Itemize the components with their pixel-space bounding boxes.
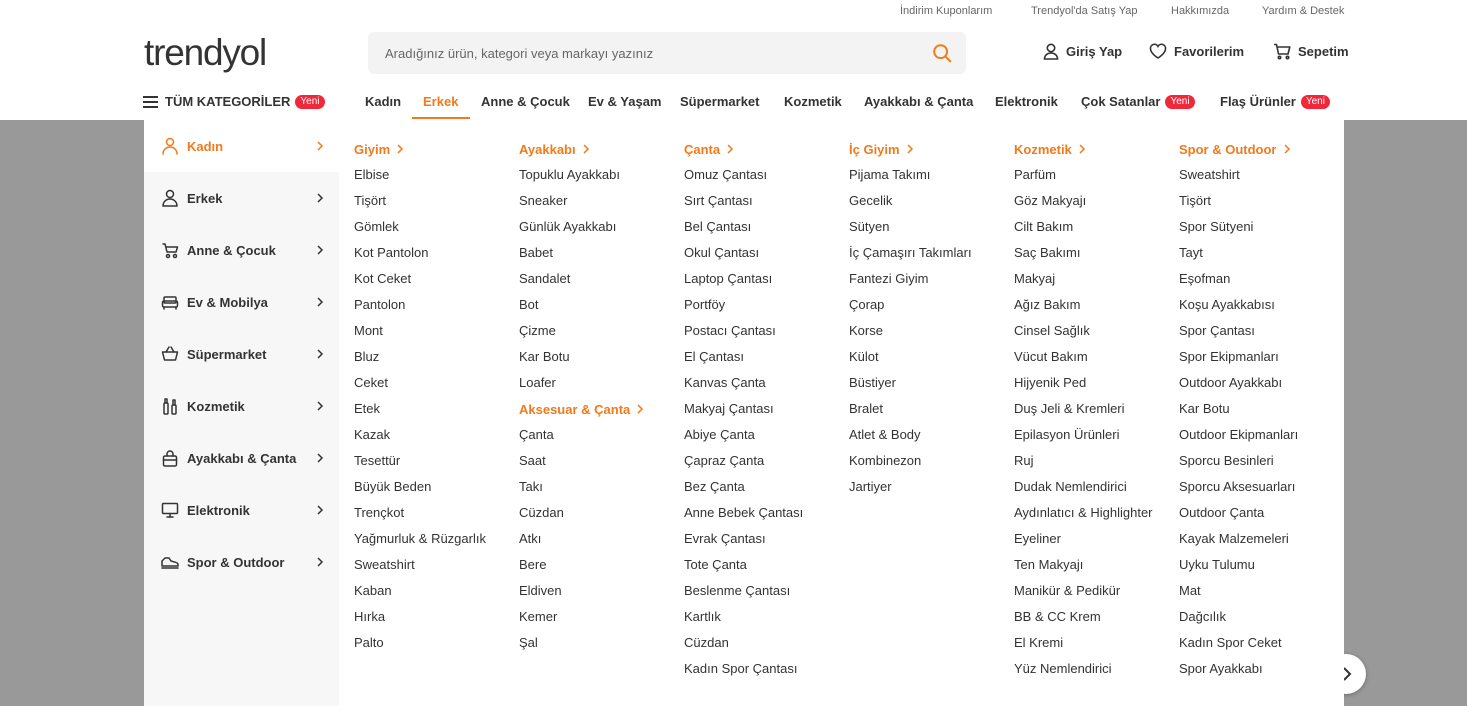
subcategory-link[interactable]: Evrak Çantası bbox=[684, 531, 766, 546]
subcategory-link[interactable]: Kartlık bbox=[684, 609, 721, 624]
subcategory-link[interactable]: Yüz Nemlendirici bbox=[1014, 661, 1112, 676]
subcategory-link[interactable]: Cüzdan bbox=[684, 635, 729, 650]
monitor-icon bbox=[161, 501, 179, 519]
nav-item-label: Kadın bbox=[365, 94, 402, 109]
subcategory-link[interactable]: Cüzdan bbox=[519, 505, 564, 520]
subcategory-link[interactable]: Parfüm bbox=[1014, 167, 1056, 182]
subcategory-link[interactable]: Kemer bbox=[519, 609, 558, 624]
subcategory-heading-label: Çanta bbox=[684, 141, 721, 157]
subcategory-column bbox=[1179, 136, 1298, 682]
subcategory-link[interactable]: Sweatshirt bbox=[354, 557, 415, 572]
subcategory-link[interactable]: Sandalet bbox=[519, 271, 571, 286]
subcategory-heading[interactable] bbox=[354, 136, 486, 162]
chevron-right-icon bbox=[314, 348, 326, 360]
subcategory-link[interactable]: Omuz Çantası bbox=[684, 167, 768, 182]
new-badge: Yeni bbox=[1301, 95, 1330, 109]
search-input[interactable] bbox=[368, 32, 908, 74]
subcategory-heading[interactable] bbox=[1014, 136, 1153, 162]
side-menu-item[interactable] bbox=[144, 484, 339, 536]
chevron-right-icon bbox=[582, 144, 590, 154]
cart-button[interactable] bbox=[1273, 43, 1349, 60]
side-menu-item[interactable] bbox=[144, 536, 339, 588]
subcategory-heading-label: Giyim bbox=[354, 141, 391, 157]
heart-icon bbox=[1149, 43, 1167, 59]
hamburger-icon bbox=[143, 95, 158, 109]
nav-item-label: Ayakkabı & Çanta bbox=[864, 94, 974, 109]
side-menu-item[interactable] bbox=[144, 432, 339, 484]
search-bar bbox=[368, 32, 966, 74]
sneaker-icon bbox=[161, 553, 179, 571]
subcategory-heading-label: Aksesuar & Çanta bbox=[519, 401, 631, 417]
chevron-right-icon bbox=[1283, 144, 1291, 154]
basket-icon bbox=[161, 345, 179, 363]
chevron-right-icon bbox=[906, 144, 914, 154]
subcategory-link[interactable]: Duş Jeli & Kremleri bbox=[1014, 401, 1125, 416]
top-link-coupons[interactable]: İndirim Kuponlarım bbox=[900, 5, 993, 17]
subcategory-link[interactable]: Spor Ayakkabı bbox=[1179, 661, 1263, 676]
subcategory-link[interactable]: Babet bbox=[519, 245, 553, 260]
subcategory-link[interactable]: Büyük Beden bbox=[354, 479, 432, 494]
chevron-right-icon bbox=[396, 144, 404, 154]
chevron-right-icon bbox=[314, 400, 326, 412]
subcategory-link[interactable]: Elbise bbox=[354, 167, 390, 182]
cart-icon bbox=[1273, 43, 1291, 60]
subcategory-link[interactable]: Uyku Tulumu bbox=[1179, 557, 1255, 572]
nav-item-cok-satanlar[interactable] bbox=[1081, 94, 1195, 109]
subcategory-link[interactable]: Sporcu Aksesuarları bbox=[1179, 479, 1296, 494]
subcategory-link[interactable]: Bez Çanta bbox=[684, 479, 745, 494]
subcategory-heading-label: İç Giyim bbox=[849, 141, 900, 157]
subcategory-link[interactable]: Çapraz Çanta bbox=[684, 453, 765, 468]
woman-icon bbox=[161, 137, 179, 155]
subcategory-heading[interactable] bbox=[1179, 136, 1298, 162]
chevron-right-icon bbox=[1078, 144, 1086, 154]
subcategory-link[interactable]: Kar Botu bbox=[1179, 401, 1230, 416]
subcategory-column bbox=[849, 136, 972, 500]
subcategory-link[interactable]: BB & CC Krem bbox=[1014, 609, 1101, 624]
top-link-help[interactable]: Yardım & Destek bbox=[1262, 5, 1345, 17]
subcategory-link[interactable]: Postacı Çantası bbox=[684, 323, 776, 338]
subcategory-link[interactable]: Tesettür bbox=[354, 453, 401, 468]
side-menu-label: Ev & Mobilya bbox=[187, 294, 268, 310]
side-menu-label: Anne & Çocuk bbox=[187, 242, 276, 258]
subcategory-link[interactable]: Etek bbox=[354, 401, 381, 416]
side-menu-item[interactable] bbox=[144, 380, 339, 432]
subcategory-link[interactable]: Kadın Spor Ceket bbox=[1179, 635, 1282, 650]
favorites-label: Favorilerim bbox=[1174, 43, 1245, 59]
favorites-button[interactable] bbox=[1149, 43, 1244, 59]
subcategory-link[interactable]: Beslenme Çantası bbox=[684, 583, 791, 598]
nav-item-label: Erkek bbox=[423, 94, 459, 109]
nav-item-label: Elektronik bbox=[995, 94, 1058, 109]
side-menu-label: Kadın bbox=[187, 138, 224, 154]
subcategory-link[interactable]: El Kremi bbox=[1014, 635, 1064, 650]
subcategory-link[interactable]: Atlet & Body bbox=[849, 427, 921, 442]
subcategory-link[interactable]: Spor Ekipmanları bbox=[1179, 349, 1279, 364]
subcategory-column bbox=[1014, 136, 1153, 682]
new-badge: Yeni bbox=[1165, 95, 1194, 109]
side-menu-label: Spor & Outdoor bbox=[187, 554, 285, 570]
subcategory-link[interactable]: Tayt bbox=[1179, 245, 1203, 260]
side-menu-label: Erkek bbox=[187, 190, 223, 206]
subcategory-link[interactable]: Manikür & Pedikür bbox=[1014, 583, 1121, 598]
side-menu-item[interactable] bbox=[144, 328, 339, 380]
nav-item-label: Süpermarket bbox=[680, 94, 760, 109]
subcategory-link[interactable]: Fantezi Giyim bbox=[849, 271, 929, 286]
nav-item-erkek[interactable] bbox=[423, 94, 458, 109]
nav-item-kadin[interactable] bbox=[365, 94, 401, 109]
chevron-right-icon bbox=[726, 144, 734, 154]
subcategory-link[interactable]: Tişört bbox=[1179, 193, 1212, 208]
subcategory-link[interactable]: Bel Çantası bbox=[684, 219, 752, 234]
subcategory-link[interactable]: Okul Çantası bbox=[684, 245, 760, 260]
side-menu-label: Ayakkabı & Çanta bbox=[187, 450, 297, 466]
subcategory-link[interactable]: Takı bbox=[519, 479, 543, 494]
subcategory-link[interactable]: Portföy bbox=[684, 297, 726, 312]
search-icon[interactable] bbox=[931, 42, 953, 64]
subcategory-column bbox=[684, 136, 803, 682]
side-menu-label: Kozmetik bbox=[187, 398, 245, 414]
subcategory-link[interactable]: Çanta bbox=[519, 427, 554, 442]
subcategory-link[interactable]: Koşu Ayakkabısı bbox=[1179, 297, 1275, 312]
user-icon bbox=[1043, 43, 1059, 60]
side-category-menu bbox=[144, 120, 339, 706]
subcategory-link[interactable]: Tişört bbox=[354, 193, 387, 208]
subcategory-link[interactable]: Vücut Bakım bbox=[1014, 349, 1088, 364]
subcategory-link[interactable]: Çorap bbox=[849, 297, 885, 312]
subcategory-link[interactable]: Sporcu Besinleri bbox=[1179, 453, 1274, 468]
subcategory-link[interactable]: Dudak Nemlendirici bbox=[1014, 479, 1127, 494]
subcategory-link[interactable]: Saat bbox=[519, 453, 546, 468]
subcategory-heading[interactable] bbox=[519, 396, 644, 422]
subcategory-link[interactable]: Outdoor Çanta bbox=[1179, 505, 1265, 520]
subcategory-link[interactable]: Epilasyon Ürünleri bbox=[1014, 427, 1120, 442]
chevron-right-icon bbox=[314, 504, 326, 516]
category-nav bbox=[0, 88, 1467, 120]
subcategory-heading-label: Ayakkabı bbox=[519, 141, 576, 157]
stroller-icon bbox=[161, 241, 179, 259]
subcategory-link[interactable]: Külot bbox=[849, 349, 879, 364]
subcategory-link[interactable]: Hırka bbox=[354, 609, 386, 624]
subcategory-heading[interactable] bbox=[849, 136, 972, 162]
subcategory-link[interactable]: Ruj bbox=[1014, 453, 1034, 468]
top-link-sell[interactable]: Trendyol'da Satış Yap bbox=[1031, 5, 1138, 17]
subcategory-link[interactable]: Bralet bbox=[849, 401, 883, 416]
subcategory-link[interactable]: Eyeliner bbox=[1014, 531, 1061, 546]
cart-label: Sepetim bbox=[1298, 44, 1349, 59]
subcategory-link[interactable]: Kombinezon bbox=[849, 453, 922, 468]
subcategory-link[interactable]: Topuklu Ayakkabı bbox=[519, 167, 620, 182]
nav-item-label: Flaş Ürünler bbox=[1220, 94, 1296, 109]
side-menu-label: Süpermarket bbox=[187, 346, 267, 362]
subcategory-link[interactable]: Dağcılık bbox=[1179, 609, 1226, 624]
subcategory-link[interactable]: Günlük Ayakkabı bbox=[519, 219, 617, 234]
chevron-right-icon bbox=[314, 192, 326, 204]
man-icon bbox=[161, 189, 179, 207]
subcategory-link[interactable]: İç Çamaşırı Takımları bbox=[849, 245, 972, 260]
subcategory-link[interactable]: El Çantası bbox=[684, 349, 744, 364]
subcategory-link[interactable]: Yağmurluk & Rüzgarlık bbox=[354, 531, 486, 546]
mega-menu bbox=[144, 120, 1344, 706]
subcategory-link[interactable]: Cinsel Sağlık bbox=[1014, 323, 1090, 338]
nav-item-ev-yasam[interactable] bbox=[588, 94, 661, 109]
subcategory-heading[interactable] bbox=[519, 136, 644, 162]
subcategory-link[interactable]: Jartiyer bbox=[849, 479, 892, 494]
subcategory-link[interactable]: Bere bbox=[519, 557, 547, 572]
side-menu-label: Elektronik bbox=[187, 502, 250, 518]
subcategory-link[interactable]: Pijama Takımı bbox=[849, 167, 931, 182]
side-menu-item[interactable] bbox=[144, 276, 339, 328]
subcategory-link[interactable]: Sırt Çantası bbox=[684, 193, 753, 208]
chevron-right-icon bbox=[314, 140, 326, 152]
subcategory-link[interactable]: Şal bbox=[519, 635, 538, 650]
subcategory-link[interactable]: Kazak bbox=[354, 427, 391, 442]
chevron-right-icon bbox=[314, 556, 326, 568]
nav-item-elektronik[interactable] bbox=[995, 94, 1058, 109]
subcategory-link[interactable]: Kanvas Çanta bbox=[684, 375, 766, 390]
subcategory-link[interactable]: Laptop Çantası bbox=[684, 271, 773, 286]
subcategory-link[interactable]: Trençkot bbox=[354, 505, 405, 520]
subcategory-link[interactable]: Ağız Bakım bbox=[1014, 297, 1081, 312]
subcategory-link[interactable]: Makyaj bbox=[1014, 271, 1056, 286]
subcategory-link[interactable]: Sütyen bbox=[849, 219, 890, 234]
subcategory-link[interactable]: Kot Ceket bbox=[354, 271, 412, 286]
subcategory-column bbox=[354, 136, 486, 656]
side-menu-item[interactable] bbox=[144, 120, 339, 172]
subcategory-link[interactable]: Gecelik bbox=[849, 193, 893, 208]
subcategory-link[interactable]: Korse bbox=[849, 323, 883, 338]
subcategory-link[interactable]: Gömlek bbox=[354, 219, 399, 234]
subcategory-link[interactable]: Outdoor Ayakkabı bbox=[1179, 375, 1283, 390]
subcategory-link[interactable]: Ten Makyajı bbox=[1014, 557, 1084, 572]
subcategory-link[interactable]: Sweatshirt bbox=[1179, 167, 1240, 182]
all-categories-button[interactable] bbox=[143, 94, 325, 109]
active-nav-indicator bbox=[412, 117, 470, 119]
logo[interactable]: trendyol bbox=[144, 32, 267, 73]
side-menu-item[interactable] bbox=[144, 172, 339, 224]
subcategory-link[interactable]: Hijyenik Ped bbox=[1014, 375, 1087, 390]
subcategory-link[interactable]: Kayak Malzemeleri bbox=[1179, 531, 1289, 546]
nav-item-label: Anne & Çocuk bbox=[481, 94, 570, 109]
subcategory-heading[interactable] bbox=[684, 136, 803, 162]
chevron-right-icon bbox=[314, 452, 326, 464]
nav-item-anne-cocuk[interactable] bbox=[481, 94, 570, 109]
subcategory-link[interactable]: Cilt Bakım bbox=[1014, 219, 1074, 234]
login-button[interactable] bbox=[1043, 43, 1122, 60]
subcategory-link[interactable]: Bot bbox=[519, 297, 539, 312]
cosmetics-icon bbox=[161, 397, 179, 415]
nav-item-supermarket[interactable] bbox=[680, 94, 759, 109]
side-menu-item[interactable] bbox=[144, 224, 339, 276]
all-categories-label: TÜM KATEGORİLER bbox=[165, 94, 291, 109]
subcategory-link[interactable]: Kaban bbox=[354, 583, 392, 598]
nav-item-flas-urunler[interactable] bbox=[1220, 94, 1330, 109]
subcategory-link[interactable]: Kar Botu bbox=[519, 349, 570, 364]
subcategory-link[interactable]: Kadın Spor Çantası bbox=[684, 661, 798, 676]
chevron-right-icon bbox=[636, 404, 644, 414]
subcategory-column bbox=[519, 136, 644, 656]
nav-item-kozmetik[interactable] bbox=[784, 94, 842, 109]
subcategory-link[interactable]: Mat bbox=[1179, 583, 1201, 598]
top-utility-bar bbox=[0, 0, 1467, 24]
subcategory-heading-label: Spor & Outdoor bbox=[1179, 141, 1277, 157]
nav-item-label: Ev & Yaşam bbox=[588, 94, 662, 109]
subcategory-link[interactable]: Spor Sütyeni bbox=[1179, 219, 1254, 234]
subcategory-link[interactable]: Aydınlatıcı & Highlighter bbox=[1014, 505, 1153, 520]
subcategory-link[interactable]: Kot Pantolon bbox=[354, 245, 429, 260]
subcategory-link[interactable]: Makyaj Çantası bbox=[684, 401, 774, 416]
subcategory-link[interactable]: Büstiyer bbox=[849, 375, 896, 390]
login-label: Giriş Yap bbox=[1066, 44, 1123, 59]
new-badge: Yeni bbox=[295, 95, 324, 109]
subcategory-link[interactable]: Abiye Çanta bbox=[684, 427, 755, 442]
subcategory-link[interactable]: Bluz bbox=[354, 349, 380, 364]
subcategory-link[interactable]: Anne Bebek Çantası bbox=[684, 505, 804, 520]
nav-item-ayakkabi-canta[interactable] bbox=[864, 94, 973, 109]
subcategory-link[interactable]: Palto bbox=[354, 635, 384, 650]
sofa-icon bbox=[161, 293, 179, 311]
subcategory-link[interactable]: Saç Bakımı bbox=[1014, 245, 1081, 260]
subcategory-link[interactable]: Pantolon bbox=[354, 297, 406, 312]
chevron-right-icon bbox=[314, 244, 326, 256]
subcategory-link[interactable]: Atkı bbox=[519, 531, 542, 546]
subcategory-link[interactable]: Spor Çantası bbox=[1179, 323, 1255, 338]
subcategory-link[interactable]: Eşofman bbox=[1179, 271, 1231, 286]
subcategory-link[interactable]: Çizme bbox=[519, 323, 556, 338]
subcategory-link[interactable]: Ceket bbox=[354, 375, 388, 390]
subcategory-link[interactable]: Mont bbox=[354, 323, 383, 338]
nav-item-label: Kozmetik bbox=[784, 94, 842, 109]
subcategory-link[interactable]: Outdoor Ekipmanları bbox=[1179, 427, 1299, 442]
nav-item-label: Çok Satanlar bbox=[1081, 94, 1161, 109]
subcategory-heading-label: Kozmetik bbox=[1014, 141, 1072, 157]
chevron-right-icon bbox=[314, 296, 326, 308]
subcategory-link[interactable]: Tote Çanta bbox=[684, 557, 747, 572]
bag-icon bbox=[161, 449, 179, 467]
subcategory-link[interactable]: Sneaker bbox=[519, 193, 568, 208]
subcategory-link[interactable]: Loafer bbox=[519, 375, 556, 390]
subcategory-link[interactable]: Göz Makyajı bbox=[1014, 193, 1087, 208]
subcategory-link[interactable]: Eldiven bbox=[519, 583, 562, 598]
top-link-about[interactable]: Hakkımızda bbox=[1171, 5, 1230, 17]
